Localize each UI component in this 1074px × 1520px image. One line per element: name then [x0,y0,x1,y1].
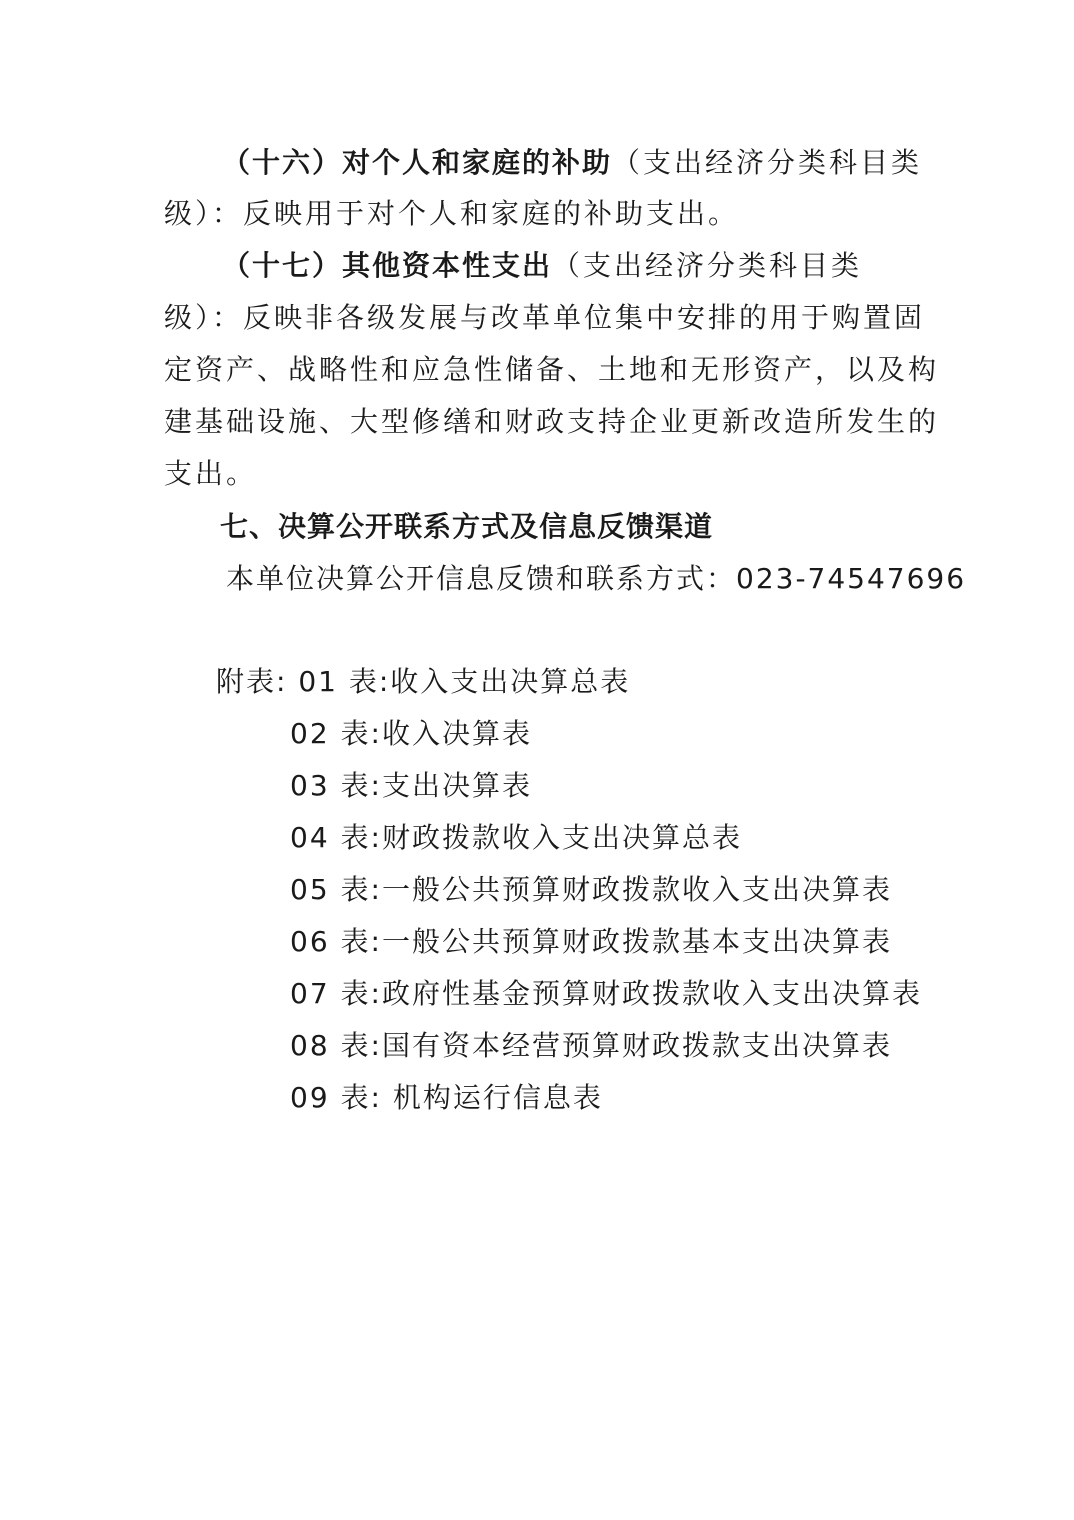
section-16-category: （支出经济分类科目类 [612,146,923,179]
attachment-item-09: 09 表: 机构运行信息表 [290,1081,603,1114]
attachment-item-04: 04 表:财政拨款收入支出决算总表 [290,821,742,854]
attachment-item-05: 05 表:一般公共预算财政拨款收入支出决算表 [290,873,892,906]
attachment-prefix: 附表: [216,665,288,698]
section-17-line-1 [222,246,862,286]
attachment-item-01: 附表: 01 表:收入支出决算总表 [216,665,631,698]
attachment-item-06: 06 表:一般公共预算财政拨款基本支出决算表 [290,925,892,958]
section-17-line-3: 定资产、战略性和应急性储备、土地和无形资产，以及构 [164,353,940,386]
attachment-item-07: 07 表:政府性基金预算财政拨款收入支出决算表 [290,977,922,1010]
attachment-item-03: 03 表:支出决算表 [290,769,532,802]
attachment-item-02: 02 表:收入决算表 [290,717,532,750]
section-17-line-2: 级）：反映非各级发展与改革单位集中安排的用于购置固 [164,301,926,334]
section-17-line-4: 建基础设施、大型修缮和财政支持企业更新改造所发生的 [164,405,940,438]
section-17-category: （支出经济分类科目类 [552,249,863,282]
attachment-item-08: 08 表:国有资本经营预算财政拨款支出决算表 [290,1029,892,1062]
contact-info: 本单位决算公开信息反馈和联系方式：023-74547696 [226,562,967,595]
section-17-line-5: 支出。 [164,457,258,490]
section-7-heading: 七、决算公开联系方式及信息反馈渠道 [220,510,714,543]
section-17-title: （十七）其他资本性支出 [222,249,553,282]
section-16-title: （十六）对个人和家庭的补助 [222,146,613,179]
section-16-line-2: 级）：反映用于对个人和家庭的补助支出。 [164,197,740,230]
section-16-line-1 [222,143,922,183]
